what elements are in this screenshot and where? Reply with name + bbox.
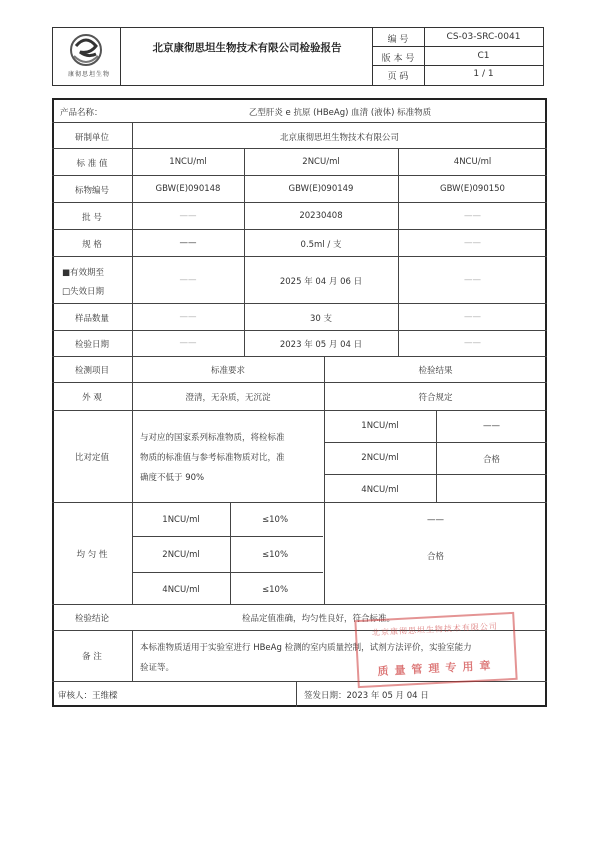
qualitative-result-1: ——: [483, 421, 500, 431]
validity-value-1: ——: [179, 275, 197, 285]
result-header: 检验结果: [418, 366, 453, 376]
standard-value-label: 标 准 值: [76, 159, 108, 169]
uniformity-criteria-2: ≤10%: [262, 550, 289, 560]
batch-label: 批 号: [82, 213, 102, 223]
manufacturer-value: 北京康彻思坦生物技术有限公司: [279, 133, 399, 143]
standard-number-2: GBW(E)090149: [288, 184, 354, 194]
logo-text: 康彻思坦生物: [67, 71, 110, 78]
uniformity-label: 均 匀 性: [76, 550, 108, 560]
uniformity-level-3: 4NCU/ml: [162, 585, 200, 595]
doc-number-value: CS-03-SRC-0041: [446, 32, 521, 42]
uniformity-result-1: ——: [427, 515, 444, 525]
sample-qty-2: 30 支: [309, 314, 333, 324]
batch-value-2: 20230408: [299, 211, 343, 221]
sample-qty-label: 样品数量: [74, 314, 109, 324]
batch-value-3: ——: [464, 211, 481, 221]
uniformity-criteria-3: ≤10%: [262, 585, 289, 595]
standard-value-1: 1NCU/ml: [169, 157, 207, 167]
manufacturer-label: 研制单位: [74, 133, 109, 143]
remark-line2: 验证等。: [140, 663, 175, 673]
validity-value-3: ——: [464, 275, 481, 285]
test-date-3: ——: [464, 338, 481, 348]
test-date-2: 2023 年 05 月 04 日: [279, 340, 363, 350]
qualitative-label: 比对定值: [74, 453, 109, 463]
spec-value-2: 0.5ml / 支: [300, 240, 342, 250]
uniformity-result-2: 合格: [426, 552, 444, 562]
validity-value-2: 2025 年 04 月 06 日: [279, 277, 363, 287]
stamp-dept-text: 质量管理专用章: [377, 658, 497, 679]
qualitative-requirement-line3: 确度不低于 90%: [140, 473, 205, 483]
uniformity-level-2: 2NCU/ml: [162, 550, 200, 560]
requirement-header: 标准要求: [210, 366, 245, 376]
qualitative-requirement-line2: 物质的标准值与参考标准物质对比，准: [140, 453, 285, 463]
qualitative-level-3: 4NCU/ml: [361, 485, 399, 495]
sample-qty-1: ——: [179, 312, 197, 322]
qualitative-level-1: 1NCU/ml: [361, 421, 399, 431]
remark-label: 备 注: [82, 652, 102, 662]
appearance-label: 外 观: [82, 393, 102, 403]
test-date-1: ——: [179, 338, 197, 348]
stamp-company-text: 北京康彻思坦生物技术有限公司: [371, 621, 499, 638]
validity-label-expiry: ■有效期至: [62, 268, 105, 278]
standard-number-label: 标物编号: [74, 186, 109, 196]
test-date-label: 检验日期: [74, 340, 109, 350]
version-value: C1: [477, 51, 490, 61]
standard-value-2: 2NCU/ml: [302, 157, 340, 167]
quality-seal-stamp: [354, 612, 517, 688]
conclusion-label: 检验结论: [74, 614, 109, 624]
validity-label-invalid: □失效日期: [62, 287, 105, 297]
doc-number-label: 编 号: [387, 35, 409, 45]
qualitative-level-2: 2NCU/ml: [361, 453, 399, 463]
spec-label: 规 格: [82, 240, 102, 250]
qualitative-result-2: 合格: [482, 455, 500, 465]
remark-line1: 本标准物质适用于实验室进行 HBeAg 检测的室内质量控制，试剂方法评价，实验室能力: [140, 643, 472, 653]
standard-number-3: GBW(E)090150: [440, 184, 505, 194]
report-title: 北京康彻思坦生物技术有限公司检验报告: [152, 42, 342, 54]
conclusion-value: 检品定值准确，均匀性良好，符合标准。: [242, 614, 396, 624]
qualitative-requirement-line1: 与对应的国家系列标准物质，将检标准: [140, 433, 285, 443]
appearance-result: 符合规定: [418, 393, 453, 403]
product-name-label: 产品名称：: [60, 108, 103, 118]
sample-qty-3: ——: [464, 312, 481, 322]
spec-value-1: ——: [179, 238, 197, 248]
uniformity-level-1: 1NCU/ml: [162, 515, 200, 525]
page-value: 1 / 1: [473, 69, 494, 79]
issue-date: 签发日期：2023 年 05 月 04 日: [304, 691, 429, 701]
test-item-header: 检测项目: [74, 366, 109, 376]
product-name-value: 乙型肝炎 e 抗原 (HBeAg) 血清 (液体) 标准物质: [248, 108, 432, 118]
reviewer: 审核人：王维樑: [58, 691, 118, 701]
standard-number-1: GBW(E)090148: [155, 184, 221, 194]
spec-value-3: ——: [464, 238, 481, 248]
appearance-requirement: 澄清，无杂质，无沉淀: [185, 393, 271, 403]
standard-value-3: 4NCU/ml: [453, 157, 492, 167]
uniformity-criteria-1: ≤10%: [262, 515, 289, 525]
version-label: 版 本 号: [381, 54, 415, 64]
page-label: 页 码: [387, 72, 409, 82]
batch-value-1: ——: [179, 211, 197, 221]
